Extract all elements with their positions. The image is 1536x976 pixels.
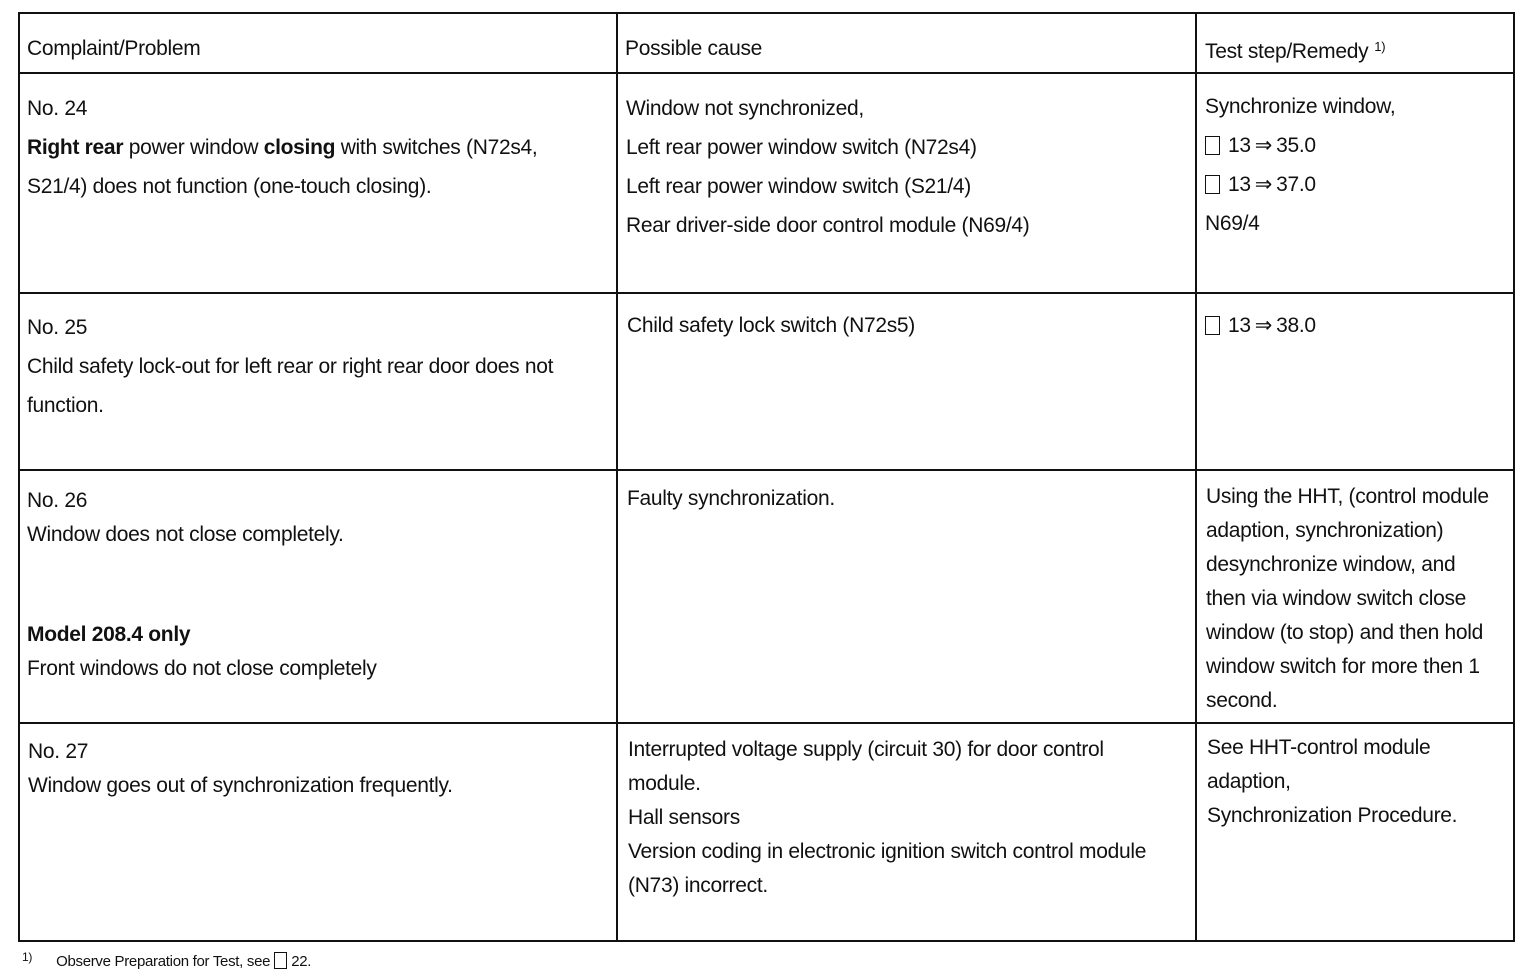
column-divider — [1195, 14, 1197, 940]
row-number: No. 26 — [27, 489, 88, 512]
cause-line: Rear driver-side door control module (N69/4) — [626, 214, 1030, 237]
arrow-right-icon: ⇒ — [1254, 173, 1273, 196]
footnote-marker: 1) — [1374, 39, 1386, 54]
complaint-line: Window goes out of synchronization frequently. — [28, 774, 453, 797]
remedy-line: adaption, synchronization) — [1206, 519, 1444, 542]
remedy-line: N69/4 — [1205, 212, 1260, 235]
reference-box-icon — [1205, 316, 1220, 335]
remedy-line: second. — [1206, 689, 1278, 712]
remedy-line: See HHT-control module — [1207, 736, 1431, 759]
row-number: No. 27 — [28, 740, 89, 763]
header-cause: Possible cause — [625, 37, 763, 60]
row-25-complaint — [27, 308, 553, 425]
remedy-line: window (to stop) and then hold — [1206, 621, 1484, 644]
remedy-line: then via window switch close — [1206, 587, 1467, 610]
cause-line: Version coding in electronic ignition switch control module — [628, 840, 1147, 863]
arrow-right-icon: ⇒ — [1254, 134, 1273, 157]
remedy-line: Synchronize window, — [1205, 95, 1396, 118]
footnote-text: Observe Preparation for Test, see — [56, 953, 271, 970]
remedy-line: Using the HHT, (control module — [1206, 485, 1489, 508]
cause-line: module. — [628, 772, 701, 795]
row-24-causes — [626, 89, 1029, 245]
row-27-remedy — [1207, 731, 1457, 833]
row-26-cause — [627, 482, 835, 516]
row-number: No. 25 — [27, 316, 88, 339]
row-27-complaint — [28, 735, 453, 803]
complaint-line: Front windows do not close completely — [27, 657, 377, 680]
row-24-complaint — [27, 89, 537, 206]
cause-line: Faulty synchronization. — [627, 487, 835, 510]
reference-box-icon — [1205, 136, 1220, 155]
remedy-reference[interactable]: 13 ⇒ 38.0 — [1205, 306, 1316, 345]
cause-line: Child safety lock switch (N72s5) — [627, 314, 915, 337]
cause-line: Window not synchronized, — [626, 97, 864, 120]
remedy-line: adaption, — [1207, 770, 1291, 793]
complaint-line: S21/4) does not function (one-touch closing). — [27, 175, 432, 198]
remedy-reference[interactable]: 13 ⇒ 37.0 — [1205, 165, 1395, 204]
column-divider — [616, 14, 618, 940]
complaint-line: Child safety lock-out for left rear or right rear door does not — [27, 355, 554, 378]
cause-line: (N73) incorrect. — [628, 874, 768, 897]
row-divider — [20, 469, 1513, 471]
row-divider — [20, 722, 1513, 724]
cause-line: Hall sensors — [628, 806, 740, 829]
footnote-reference[interactable]: 22. — [291, 953, 312, 970]
row-26-remedy — [1206, 480, 1489, 718]
header-remedy-label: Test step/Remedy — [1205, 40, 1369, 63]
row-27-causes — [628, 733, 1146, 903]
reference-box-icon — [274, 952, 287, 969]
remedy-line: Synchronization Procedure. — [1207, 804, 1458, 827]
complaint-line: Right rear power window closing with switches (N72s4, — [27, 136, 538, 159]
arrow-right-icon: ⇒ — [1254, 314, 1273, 337]
row-24-remedy — [1205, 87, 1395, 243]
cause-line: Interrupted voltage supply (circuit 30) for door control — [628, 738, 1104, 761]
row-25-remedy — [1205, 306, 1316, 345]
cause-line: Left rear power window switch (S21/4) — [626, 175, 971, 198]
cause-line: Left rear power window switch (N72s4) — [626, 136, 977, 159]
remedy-line: desynchronize window, and — [1206, 553, 1456, 576]
row-26-complaint — [27, 484, 377, 686]
row-25-cause — [627, 306, 915, 345]
remedy-line: window switch for more then 1 — [1206, 655, 1480, 678]
reference-box-icon — [1205, 175, 1220, 194]
remedy-reference[interactable]: 13 ⇒ 35.0 — [1205, 126, 1395, 165]
row-divider — [20, 292, 1513, 294]
model-heading: Model 208.4 only — [27, 623, 191, 646]
header-remedy — [1205, 36, 1385, 63]
spacer — [27, 552, 377, 618]
header-complaint: Complaint/Problem — [27, 37, 201, 60]
complaint-line: Window does not close completely. — [27, 523, 344, 546]
footnote-marker: 1) — [22, 950, 33, 964]
row-number: No. 24 — [27, 97, 88, 120]
complaint-line: function. — [27, 394, 104, 417]
footnote — [22, 950, 311, 970]
diagnosis-table — [18, 12, 1515, 942]
row-divider — [20, 72, 1513, 74]
